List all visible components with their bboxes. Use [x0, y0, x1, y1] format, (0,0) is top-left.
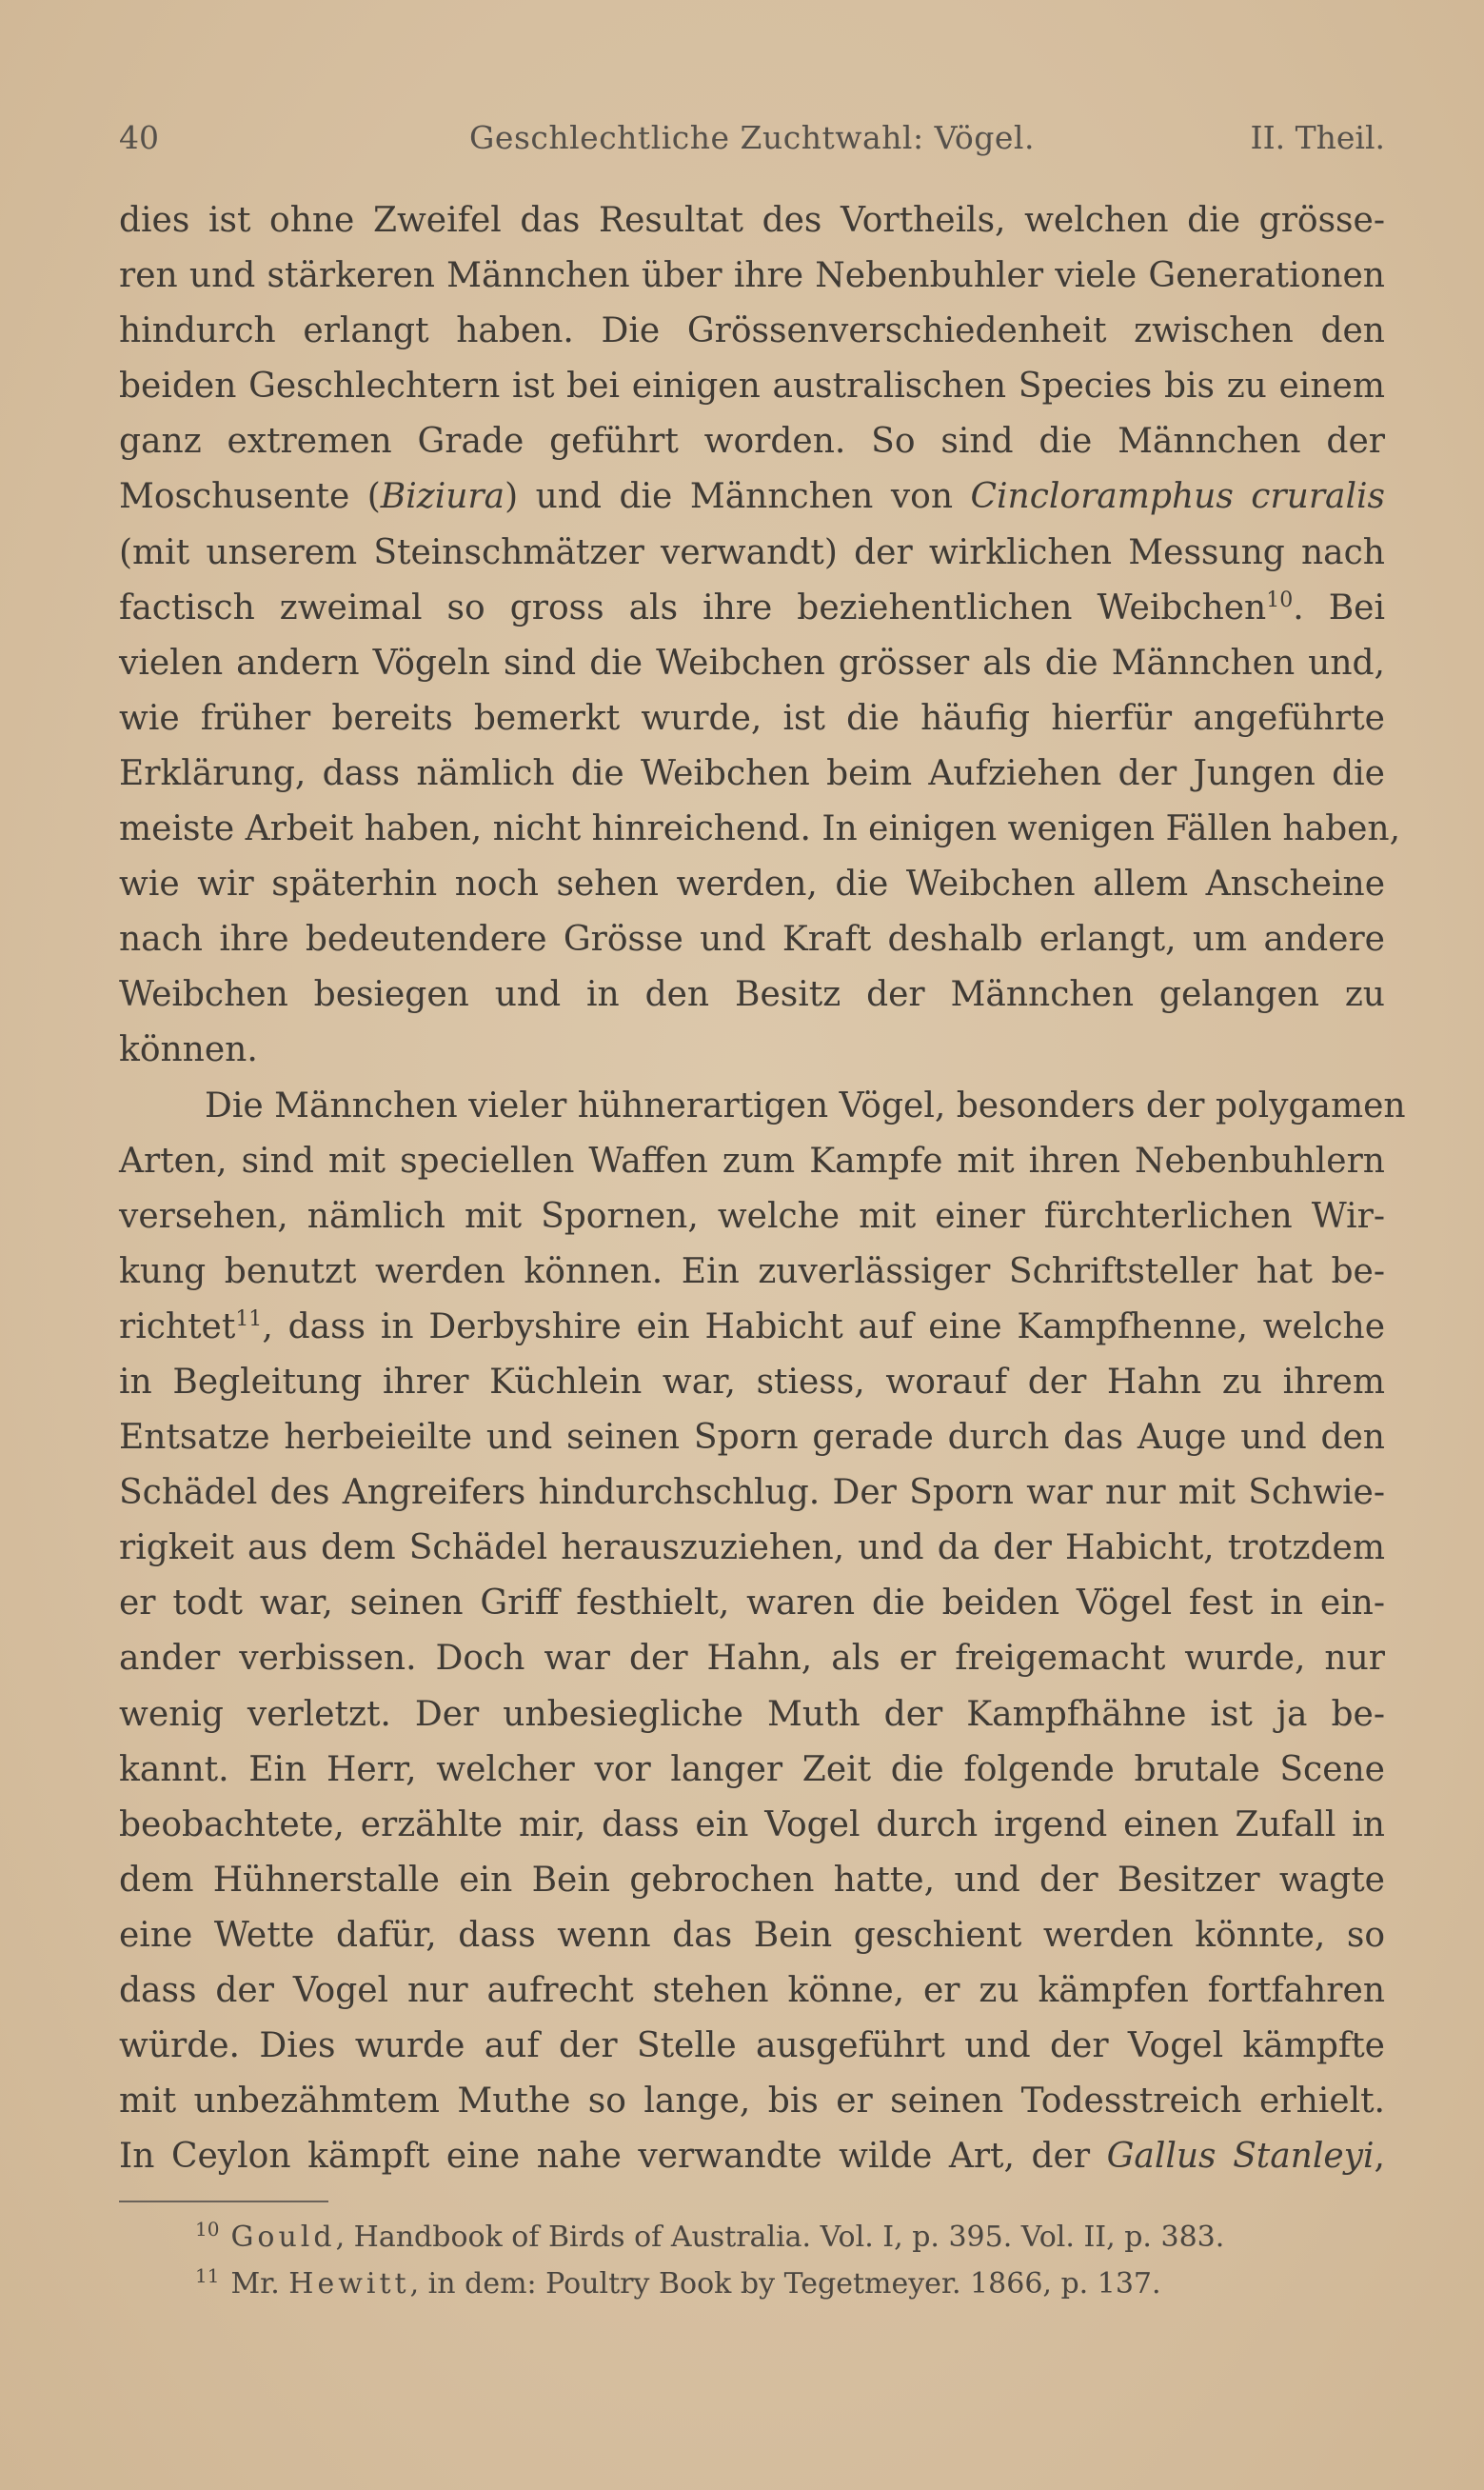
text-line: Schädel des Angreifers hindurchschlug. Der Sporn war nur mit Schwie-	[119, 1473, 1385, 1513]
text-line: beobachtete, erzählte mir, dass ein Vogel durch irgend einen Zufall in	[119, 1804, 1385, 1844]
species-name: Biziura	[380, 477, 505, 517]
text-line: versehen, nämlich mit Spornen, welche mit einer fürchterlichen Wir-	[119, 1196, 1385, 1236]
text-line	[119, 2129, 1385, 2184]
text-line: kannt. Ein Herr, welcher vor langer Zeit die folgende brutale Scene	[119, 1749, 1385, 1789]
species-name: Gallus Stanleyi	[1106, 2137, 1375, 2177]
text-line: meiste Arbeit haben, nicht hinreichend. In einigen wenigen Fällen haben,	[119, 809, 1401, 849]
footnote-ref[interactable]: 11	[235, 1306, 263, 1331]
footnote-ref[interactable]: 10	[1266, 588, 1294, 612]
text-segment: factisch zweimal so gross als ihre beziehentlichen Weibchen	[119, 588, 1267, 627]
text-segment: , dass in Derbyshire ein Habicht auf eine Kampfhenne, welche	[262, 1306, 1385, 1346]
footnote-text: , in dem: Poultry Book by Tegetmeyer. 1866, p. 137.	[409, 2267, 1161, 2301]
text-line: mit unbezähmtem Muthe so lange, bis er seinen Todesstreich erhielt.	[119, 2082, 1385, 2121]
footnote-mark: 11	[195, 2264, 220, 2287]
text-line: ander verbissen. Doch war der Hahn, als er freigemacht wurde, nur	[119, 1639, 1385, 1679]
footnote-divider	[119, 2201, 328, 2202]
part-label: II. Theil.	[1250, 119, 1385, 156]
text-segment: In Ceylon kämpft eine nahe verwandte wilde Art, der	[119, 2137, 1107, 2177]
text-line: in Begleitung ihrer Küchlein war, stiess, worauf der Hahn zu ihrem	[119, 1362, 1385, 1402]
text-line: (mit unserem Steinschmätzer verwandt) der wirklichen Messung nach	[119, 532, 1385, 572]
text-line: eine Wette dafür, dass wenn das Bein geschient werden könnte, so	[119, 1915, 1385, 1955]
text-line	[119, 581, 1385, 636]
text-line: kung benutzt werden können. Ein zuverlässiger Schriftsteller hat be-	[119, 1251, 1385, 1291]
text-segment: richtet	[119, 1306, 236, 1346]
text-line: dies ist ohne Zweifel das Resultat des Vortheils, welchen die grösse-	[119, 201, 1385, 240]
text-line: wie früher bereits bemerkt wurde, ist die häufig hierfür angeführte	[119, 698, 1385, 738]
text-line: vielen andern Vögeln sind die Weibchen grösser als die Männchen und,	[119, 643, 1385, 683]
text-line: wie wir späterhin noch sehen werden, die Weibchen allem Anscheine	[119, 865, 1385, 905]
footnote	[119, 2214, 1385, 2261]
text-line: können.	[119, 1030, 258, 1070]
text-segment: ,	[1374, 2137, 1385, 2177]
text-line: würde. Dies wurde auf der Stelle ausgeführt und der Vogel kämpfte	[119, 2026, 1385, 2066]
book-page	[119, 100, 1406, 2442]
running-title: Geschlechtliche Zuchtwahl: Vögel.	[469, 119, 1035, 156]
text-segment: ) und die Männchen von	[505, 477, 971, 517]
running-head	[119, 110, 1385, 167]
text-line: er todt war, seinen Griff festhielt, waren die beiden Vögel fest in ein-	[119, 1584, 1385, 1623]
text-line	[119, 469, 1385, 525]
text-line: rigkeit aus dem Schädel herauszuziehen, und da der Habicht, trotzdem	[119, 1528, 1385, 1568]
footnote-author: Gould	[230, 2221, 336, 2254]
text-line: Weibchen besiegen und in den Besitz der Männchen gelangen zu	[119, 975, 1385, 1015]
text-line: dass der Vogel nur aufrecht stehen könne, er zu kämpfen fortfahren	[119, 1971, 1385, 2010]
text-segment: . Bei	[1293, 588, 1385, 627]
text-line: ren und stärkeren Männchen über ihre Nebenbuhler viele Generationen	[119, 256, 1385, 296]
text-line: nach ihre bedeutendere Grösse und Kraft deshalb erlangt, um andere	[119, 920, 1385, 960]
text-line	[119, 1300, 1385, 1355]
text-line: Die Männchen vieler hühnerartigen Vögel, besonders der polygamen	[205, 1086, 1406, 1125]
page-number: 40	[119, 119, 159, 156]
text-line: hindurch erlangt haben. Die Grössenverschiedenheit zwischen den	[119, 311, 1385, 351]
footnote	[119, 2261, 1385, 2307]
footnote-author: Hewitt	[288, 2267, 410, 2301]
text-segment: Moschusente (	[119, 477, 381, 517]
footnotes	[119, 2214, 1385, 2307]
footnote-text: , Handbook of Birds of Australia. Vol. I, p. 395. Vol. II, p. 383.	[335, 2221, 1225, 2254]
text-line: Erklärung, dass nämlich die Weibchen beim Aufziehen der Jungen die	[119, 753, 1385, 793]
footnote-mark: 10	[195, 2218, 220, 2241]
text-line: beiden Geschlechtern ist bei einigen australischen Species bis zu einem	[119, 367, 1385, 407]
text-line: Entsatze herbeieilte und seinen Sporn gerade durch das Auge und den	[119, 1418, 1385, 1458]
text-line: wenig verletzt. Der unbesiegliche Muth der Kampfhähne ist ja be-	[119, 1694, 1385, 1734]
text-line: Arten, sind mit speciellen Waffen zum Kampfe mit ihren Nebenbuhlern	[119, 1141, 1385, 1181]
species-name: Cincloramphus cruralis	[970, 477, 1385, 517]
footnote-prefix: Mr.	[230, 2267, 289, 2301]
text-line: ganz extremen Grade geführt worden. So sind die Männchen der	[119, 422, 1385, 462]
text-line: dem Hühnerstalle ein Bein gebrochen hatte, und der Besitzer wagte	[119, 1860, 1385, 1900]
body-text	[119, 193, 1406, 2184]
